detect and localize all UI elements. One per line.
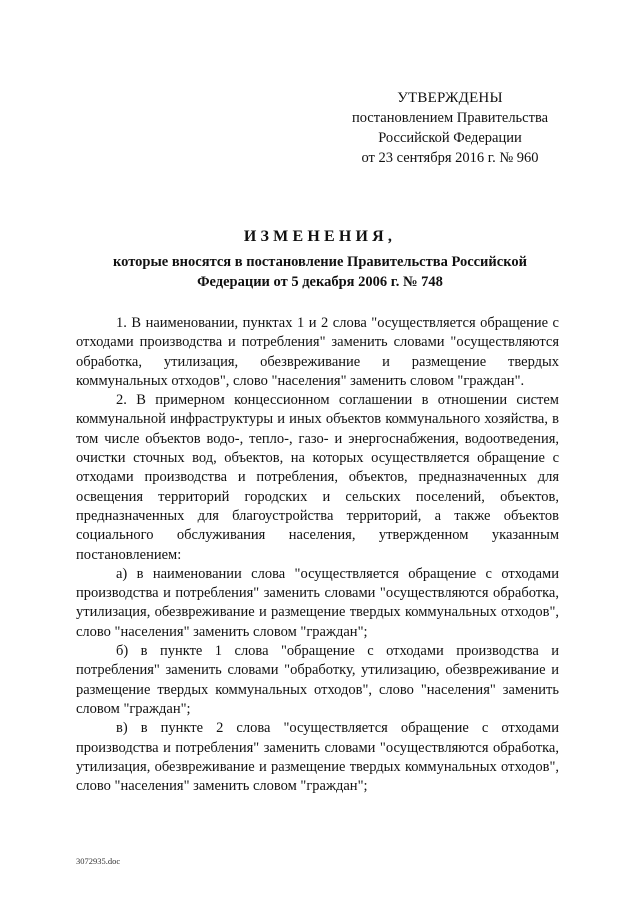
paragraph-2a: а) в наименовании слова "осуществляется обращение с отходами производства и потребления" заменить словами "осуществляются обработка, утилизация, обезвреживание и размещение твердых коммунальных отходов", слово "населения" заменить словом "граждан"; [76, 565, 559, 640]
heading-subtitle-line-1: которые вносятся в постановление Правительства Российской [113, 254, 527, 270]
document-heading [70, 226, 570, 292]
footer-filename: 3072935.doc [76, 856, 121, 866]
paragraph-1: 1. В наименовании, пунктах 1 и 2 слова "осуществляется обращение с отходами производства и потребления" заменить словами "осуществляются обработка, утилизация, обезвреживание и размещение твердых коммунальных отходов", слово "населения" заменить словом "граждан". [76, 315, 559, 389]
heading-subtitle-line-2: Федерации от 5 декабря 2006 г. № 748 [197, 274, 443, 290]
paragraph-2v: в) в пункте 2 слова "осуществляется обращение с отходами производства и потребления" заменить словами "осуществляются обработка, утилизация, обезвреживание и размещение твердых коммунальных отходов", слово "населения" заменить словом "граждан"; [76, 720, 559, 795]
approval-stamp [340, 88, 560, 168]
heading-subtitle [70, 252, 570, 292]
heading-title: ИЗМЕНЕНИЯ, [243, 228, 397, 245]
approval-title: УТВЕРЖДЕНЫ [397, 90, 503, 106]
approval-line-2: Российской Федерации [378, 130, 522, 146]
approval-line-3: от 23 сентября 2016 г. № 960 [361, 150, 539, 166]
approval-line-1: постановлением Правительства [351, 110, 549, 126]
document-body [76, 314, 559, 796]
paragraph-2: 2. В примерном концессионном соглашении в отношении систем коммунальной инфраструктуры и иных объектов коммунального хозяйства, в том числе объектов водо-, тепло-, газо- и энергоснабжения, водоотведения, очистки сточных вод, объектов, на которых осуществляется обращение с отходами производства и потребления, объектов, предназначенных для освещения территорий городских и сельских поселений, объектов, предназначенных для благоустройства территорий, а также объектов социального обслуживания населения, утвержденном указанным постановлением: [76, 392, 559, 563]
paragraph-2b: б) в пункте 1 слова "обращение с отходами производства и потребления" заменить словами "обработку, утилизацию, обезвреживание и размещение твердых коммунальных отходов", слово "населения" заменить словом "граждан"; [76, 643, 559, 717]
